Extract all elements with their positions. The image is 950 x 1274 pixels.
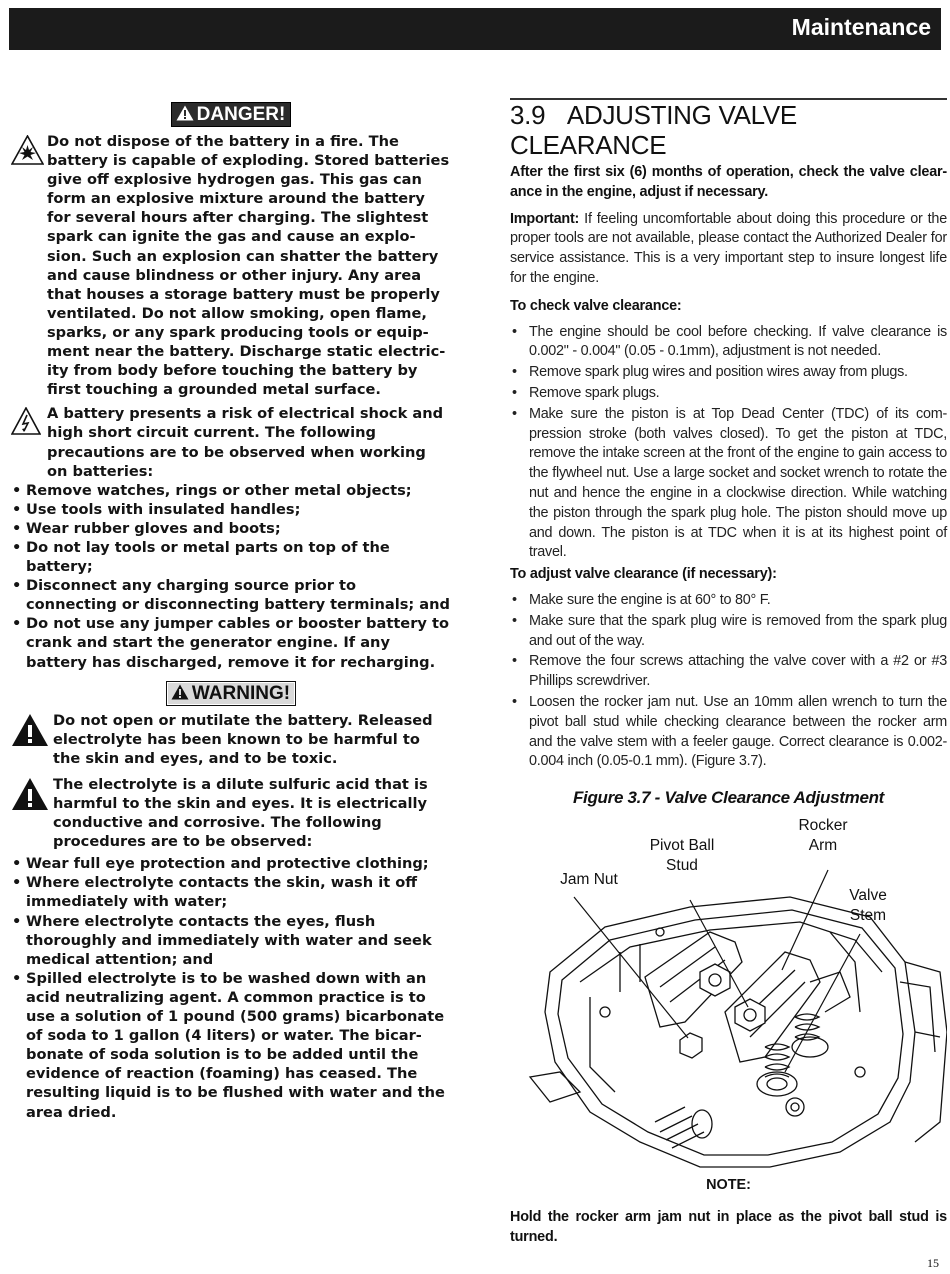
warning-sign: [166, 681, 296, 706]
list-item: • Wear rubber gloves and boots;: [11, 519, 451, 538]
list-item: • Wear full eye protection and protective clothing;: [11, 854, 451, 873]
left-column: [11, 102, 451, 1122]
intro-lead: After the first six (6) months of operation, check the valve clear-ance in the engine, adjust if necessary.: [510, 164, 947, 200]
list-item: • Spilled electrolyte is to be washed down with an acid neutralizing agent. A common practice is to use a solution of 1 pound (500 grams) bicarbonate of soda to 1 gallon (4 liters) or water. The bicar-bonate of soda solution is to be added until the evidence of reaction (foaming) has ceased. The resulting liquid is to be flushed with water and the area dried.: [11, 969, 451, 1122]
list-item: • Remove spark plug wires and position wires away from plugs.: [510, 363, 947, 383]
section-number: 3.9: [510, 100, 546, 130]
check-list: [510, 323, 947, 564]
danger-explosion-paragraph: [11, 132, 451, 399]
jam-nut-label: Jam Nut: [560, 870, 618, 888]
section-heading: ADJUSTING VALVE CLEARANCE: [510, 100, 797, 160]
pivot-ball-stud-label: [638, 836, 726, 876]
exclamation-warning-icon: [11, 777, 49, 811]
valve-stem-label-line1: Valve: [849, 886, 887, 904]
list-item: • Remove the four screws attaching the valve cover with a #2 or #3 Phillips screwdriver.: [510, 652, 947, 692]
check-heading: To check valve clearance:: [510, 297, 682, 314]
list-item: • Make sure the engine is at 60° to 80° F.: [510, 591, 947, 611]
important-paragraph: [510, 210, 947, 289]
note-body: Hold the rocker arm jam nut in place as the pivot ball stud is turned.: [510, 1208, 947, 1245]
exclamation-warning-icon: [11, 713, 49, 747]
list-item: • Disconnect any charging source prior to connecting or disconnecting battery terminals; and: [11, 576, 451, 614]
list-item: • Remove watches, rings or other metal objects;: [11, 481, 451, 500]
warning-procedures-list: [11, 854, 451, 1121]
header-bar: [9, 8, 941, 50]
right-column: [510, 98, 947, 1247]
list-item: • Where electrolyte contacts the eyes, flush thoroughly and immediately with water and seek medical attention; and: [11, 912, 451, 969]
explosion-warning-icon: [11, 135, 44, 165]
pivot-ball-stud-label-line1: Pivot Ball: [649, 836, 715, 854]
list-item: • Use tools with insulated handles;: [11, 500, 451, 519]
important-label: Important:: [510, 210, 580, 227]
danger-triangle-icon: [176, 105, 194, 121]
rocker-arm-label: [788, 816, 858, 856]
adjust-heading: To adjust valve clearance (if necessary):: [510, 566, 777, 583]
warning-mutilate-paragraph: [11, 711, 451, 768]
list-item: • Do not lay tools or metal parts on top of the battery;: [11, 538, 451, 576]
page-number: 15: [927, 1256, 939, 1270]
valve-stem-label-line2: Stem: [849, 906, 887, 924]
section-title: [510, 98, 947, 163]
list-item: • Do not use any jumper cables or booster battery to crank and start the generator engine. If any battery has discharged, remove it for recharging.: [11, 614, 451, 671]
list-item: • Where electrolyte contacts the skin, wash it off immediately with water;: [11, 873, 451, 911]
list-item: • Make sure the piston is at Top Dead Center (TDC) of its com-pression stroke (both valves closed). To get the piston at TDC, remove the intake screen at the front of the engine to gain access to the flywheel nut. Use a large socket and socket wrench to rotate the nut and hence the engine in a clockwise direction. While watching the piston through the spark plug hole. The piston should move up and down. The piston is at TDC when it is at its highest point of travel.: [510, 405, 947, 563]
valve-stem-label: [838, 886, 898, 926]
header-title: Maintenance: [791, 14, 931, 40]
warning-sign-label: WARNING!: [191, 682, 291, 704]
warning-para1-text: Do not open or mutilate the battery. Released electrolyte has been known to be harmful to the skin and eyes, and to be toxic.: [53, 711, 433, 767]
rocker-arm-label-line2: Arm: [808, 836, 838, 854]
adjust-list: [510, 591, 947, 772]
valve-clearance-figure: [510, 816, 947, 1172]
warning-para2-text: The electrolyte is a dilute sulfuric acid that is harmful to the skin and eyes. It is electrically conductive and corrosive. The following procedures are to be observed:: [53, 775, 428, 851]
danger-sign: [171, 102, 292, 127]
electric-shock-icon: [11, 407, 41, 435]
warning-sign-wrap: [11, 681, 451, 706]
important-text: If feeling uncomfortable about doing this procedure or the proper tools are not available, please contact the Authorized Dealer for service assistance. This is a very important step to insure longest life for the engine.: [510, 210, 947, 286]
note-title: NOTE:: [706, 1176, 751, 1193]
warning-electrolyte-paragraph: [11, 775, 451, 851]
danger-sign-wrap: [11, 102, 451, 127]
list-item: • Remove spark plugs.: [510, 384, 947, 404]
list-item: • The engine should be cool before checking. If valve clearance is 0.002" - 0.004" (0.05 - 0.1mm), adjustment is not needed.: [510, 323, 947, 363]
rocker-arm-label-line1: Rocker: [798, 816, 848, 834]
danger-shock-paragraph: [11, 404, 451, 480]
danger-para1-text: Do not dispose of the battery in a fire. The battery is capable of exploding. Stored batteries give off explosive hydrogen gas. This gas can form an explosive mixture around the battery for several hours after charging. The slightest spark can ignite the gas and cause an explo-sion. Such an explosion can shatter the battery and cause blindness or other injury. Any area that houses a storage battery must be properly ventilated. Do not allow smoking, open flame, sparks, or any spark producing tools or equip-ment near the battery. Discharge static electric-ity from body before touching the battery by first touching a grounded metal surface.: [47, 133, 450, 399]
danger-para2-text: A battery presents a risk of electrical shock and high short circuit current. The following precautions are to be observed when working on batteries:: [47, 405, 444, 480]
danger-sign-label: DANGER!: [196, 104, 286, 125]
figure-caption: Figure 3.7 - Valve Clearance Adjustment: [572, 788, 885, 808]
warning-triangle-icon: [171, 684, 189, 700]
list-item: • Make sure that the spark plug wire is removed from the spark plug and out of the way.: [510, 612, 947, 652]
pivot-ball-stud-label-line2: Stud: [666, 856, 698, 874]
list-item: • Loosen the rocker jam nut. Use an 10mm allen wrench to turn the pivot ball stud while checking clearance between the rocker arm and the valve stem with a feeler gauge. Correct clearance is 0.002-0.004 inch (0.05-0.1 mm). (Figure 3.7).: [510, 693, 947, 772]
danger-precautions-list: [11, 481, 451, 672]
